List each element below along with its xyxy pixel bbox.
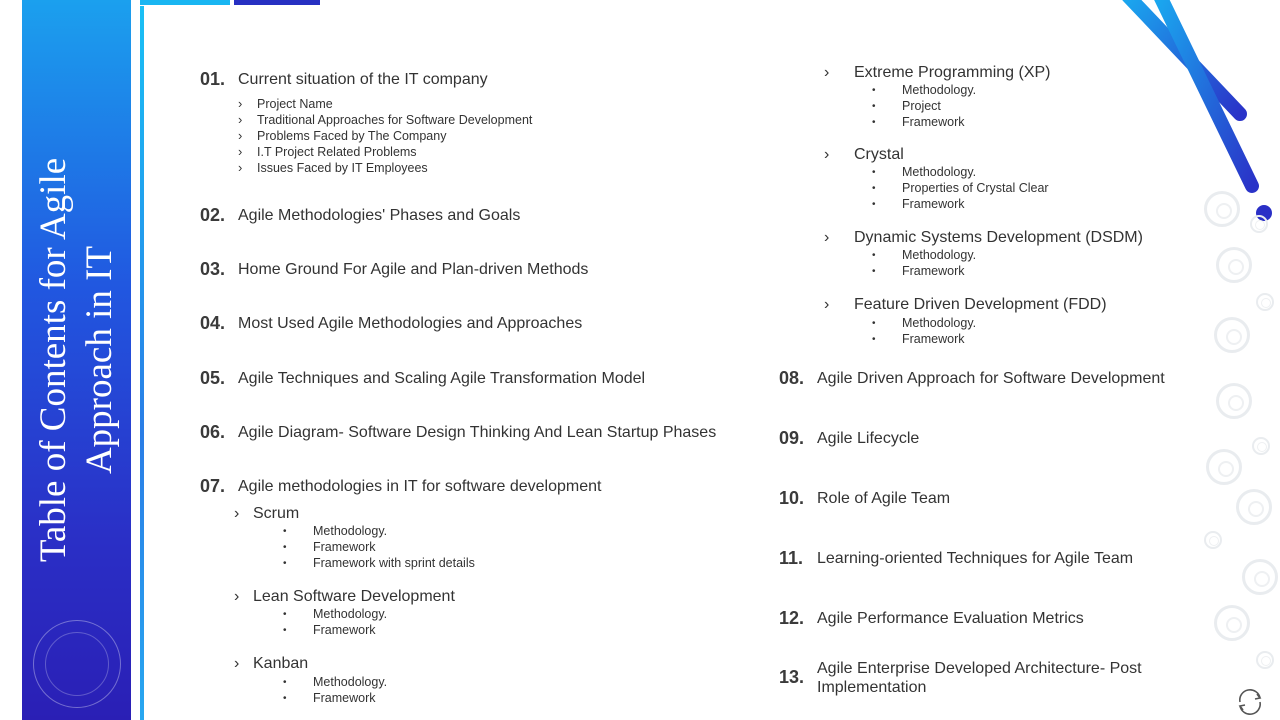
chevron-icon: ›: [238, 128, 243, 143]
item-title-line1: Agile Enterprise Developed Architecture- Post: [817, 660, 1142, 677]
bullet-icon: •: [872, 318, 876, 329]
group-item: Methodology.: [313, 524, 388, 538]
sub-item: Issues Faced by IT Employees: [257, 161, 428, 175]
item-title: Current situation of the IT company: [238, 71, 488, 88]
group-title: Kanban: [253, 655, 309, 672]
bullet-icon: •: [872, 183, 876, 194]
group-item: Framework: [902, 197, 965, 211]
chevron-icon: ›: [238, 96, 243, 111]
chevron-icon: ›: [824, 296, 830, 313]
item-number: 06.: [200, 422, 226, 442]
sub-item: Problems Faced by The Company: [257, 129, 447, 143]
group-item: Framework with sprint details: [313, 556, 475, 570]
item-number: 13.: [779, 667, 805, 687]
cycle-icon: [1234, 686, 1266, 718]
gear-icon: [1204, 531, 1222, 549]
accent-divider: [140, 6, 144, 720]
group-title: Crystal: [854, 146, 904, 163]
group-item: Framework: [902, 264, 965, 278]
item-title: Agile Driven Approach for Software Development: [817, 370, 1165, 387]
item-number: 04.: [200, 313, 226, 333]
group-item: Methodology.: [313, 675, 388, 689]
group-item: Methodology.: [902, 316, 977, 330]
item-title: Role of Agile Team: [817, 490, 951, 507]
item-number: 02.: [200, 205, 226, 225]
group-item: Framework: [313, 691, 376, 705]
group-item: Methodology.: [902, 248, 977, 262]
sub-item: I.T Project Related Problems: [257, 145, 417, 159]
gear-pattern: [1200, 185, 1280, 720]
bullet-icon: •: [283, 625, 287, 636]
gear-icon: [1256, 293, 1274, 311]
bullet-icon: •: [872, 101, 876, 112]
accent-bar-cyan: [140, 0, 230, 5]
item-number: 10.: [779, 488, 805, 508]
item-title: Agile Lifecycle: [817, 430, 920, 447]
gear-icon: [1250, 215, 1268, 233]
gear-icon: [1204, 191, 1240, 227]
sub-item: Project Name: [257, 97, 333, 111]
item-number: 09.: [779, 428, 805, 448]
group-item: Framework: [313, 623, 376, 637]
item-title: Learning-oriented Techniques for Agile Team: [817, 550, 1134, 567]
bullet-icon: •: [872, 250, 876, 261]
item-number: 07.: [200, 476, 226, 496]
group-item: Framework: [313, 540, 376, 554]
bullet-icon: •: [872, 334, 876, 345]
bullet-icon: •: [872, 117, 876, 128]
gear-icon: [1252, 437, 1270, 455]
chevron-icon: ›: [824, 229, 830, 246]
bullet-icon: •: [872, 199, 876, 210]
item-number: 01.: [200, 69, 226, 89]
item-title: Agile Performance Evaluation Metrics: [817, 610, 1084, 627]
group-item: Methodology.: [902, 83, 977, 97]
bullet-icon: •: [283, 558, 287, 569]
chevron-icon: ›: [234, 655, 240, 672]
item-number: 05.: [200, 368, 226, 388]
bullet-icon: •: [283, 609, 287, 620]
bullet-icon: •: [283, 542, 287, 553]
group-item: Methodology.: [902, 165, 977, 179]
page-title: Table of Contents for Agile Approach in IT: [32, 157, 120, 563]
group-item: Methodology.: [313, 607, 388, 621]
gear-icon: [1216, 247, 1252, 283]
item-title: Most Used Agile Methodologies and Approaches: [238, 315, 583, 332]
item-title: Agile methodologies in IT for software development: [238, 478, 602, 495]
title-banner: [22, 0, 131, 720]
bullet-icon: •: [283, 693, 287, 704]
chevron-icon: ›: [238, 160, 243, 175]
gear-icon: [1256, 651, 1274, 669]
accent-bar-navy: [234, 0, 320, 5]
group-item: Project: [902, 99, 941, 113]
group-title: Dynamic Systems Development (DSDM): [854, 229, 1143, 246]
gear-icon: [1242, 559, 1278, 595]
item-number: 03.: [200, 259, 226, 279]
chevron-icon: ›: [238, 112, 243, 127]
group-item: Framework: [902, 115, 965, 129]
gear-icon: [1214, 605, 1250, 641]
item-number: 12.: [779, 608, 805, 628]
item-title-line2: Implementation: [817, 679, 927, 696]
item-number: 08.: [779, 368, 805, 388]
chevron-icon: ›: [824, 64, 830, 81]
gear-icon: [1216, 383, 1252, 419]
group-item: Framework: [902, 332, 965, 346]
bullet-icon: •: [283, 677, 287, 688]
item-title: Agile Methodologies' Phases and Goals: [238, 207, 521, 224]
bullet-icon: •: [872, 85, 876, 96]
item-title: Agile Techniques and Scaling Agile Transformation Model: [238, 370, 646, 387]
chevron-icon: ›: [824, 146, 830, 163]
chevron-icon: ›: [238, 144, 243, 159]
bullet-icon: •: [872, 167, 876, 178]
group-title: Feature Driven Development (FDD): [854, 296, 1107, 313]
gear-icon: [1206, 449, 1242, 485]
group-title: Scrum: [253, 505, 300, 522]
chevron-icon: ›: [234, 505, 240, 522]
bullet-icon: •: [283, 526, 287, 537]
decorative-ring: [45, 632, 109, 696]
bullet-icon: •: [872, 266, 876, 277]
group-title: Extreme Programming (XP): [854, 64, 1051, 81]
item-title: Agile Diagram- Software Design Thinking And Lean Startup Phases: [238, 424, 717, 441]
item-title: Home Ground For Agile and Plan-driven Methods: [238, 261, 589, 278]
sub-item: Traditional Approaches for Software Development: [257, 113, 533, 127]
gear-icon: [1236, 489, 1272, 525]
group-title: Lean Software Development: [253, 588, 455, 605]
group-item: Properties of Crystal Clear: [902, 181, 1049, 195]
item-number: 11.: [779, 548, 804, 568]
gear-icon: [1214, 317, 1250, 353]
chevron-icon: ›: [234, 588, 240, 605]
